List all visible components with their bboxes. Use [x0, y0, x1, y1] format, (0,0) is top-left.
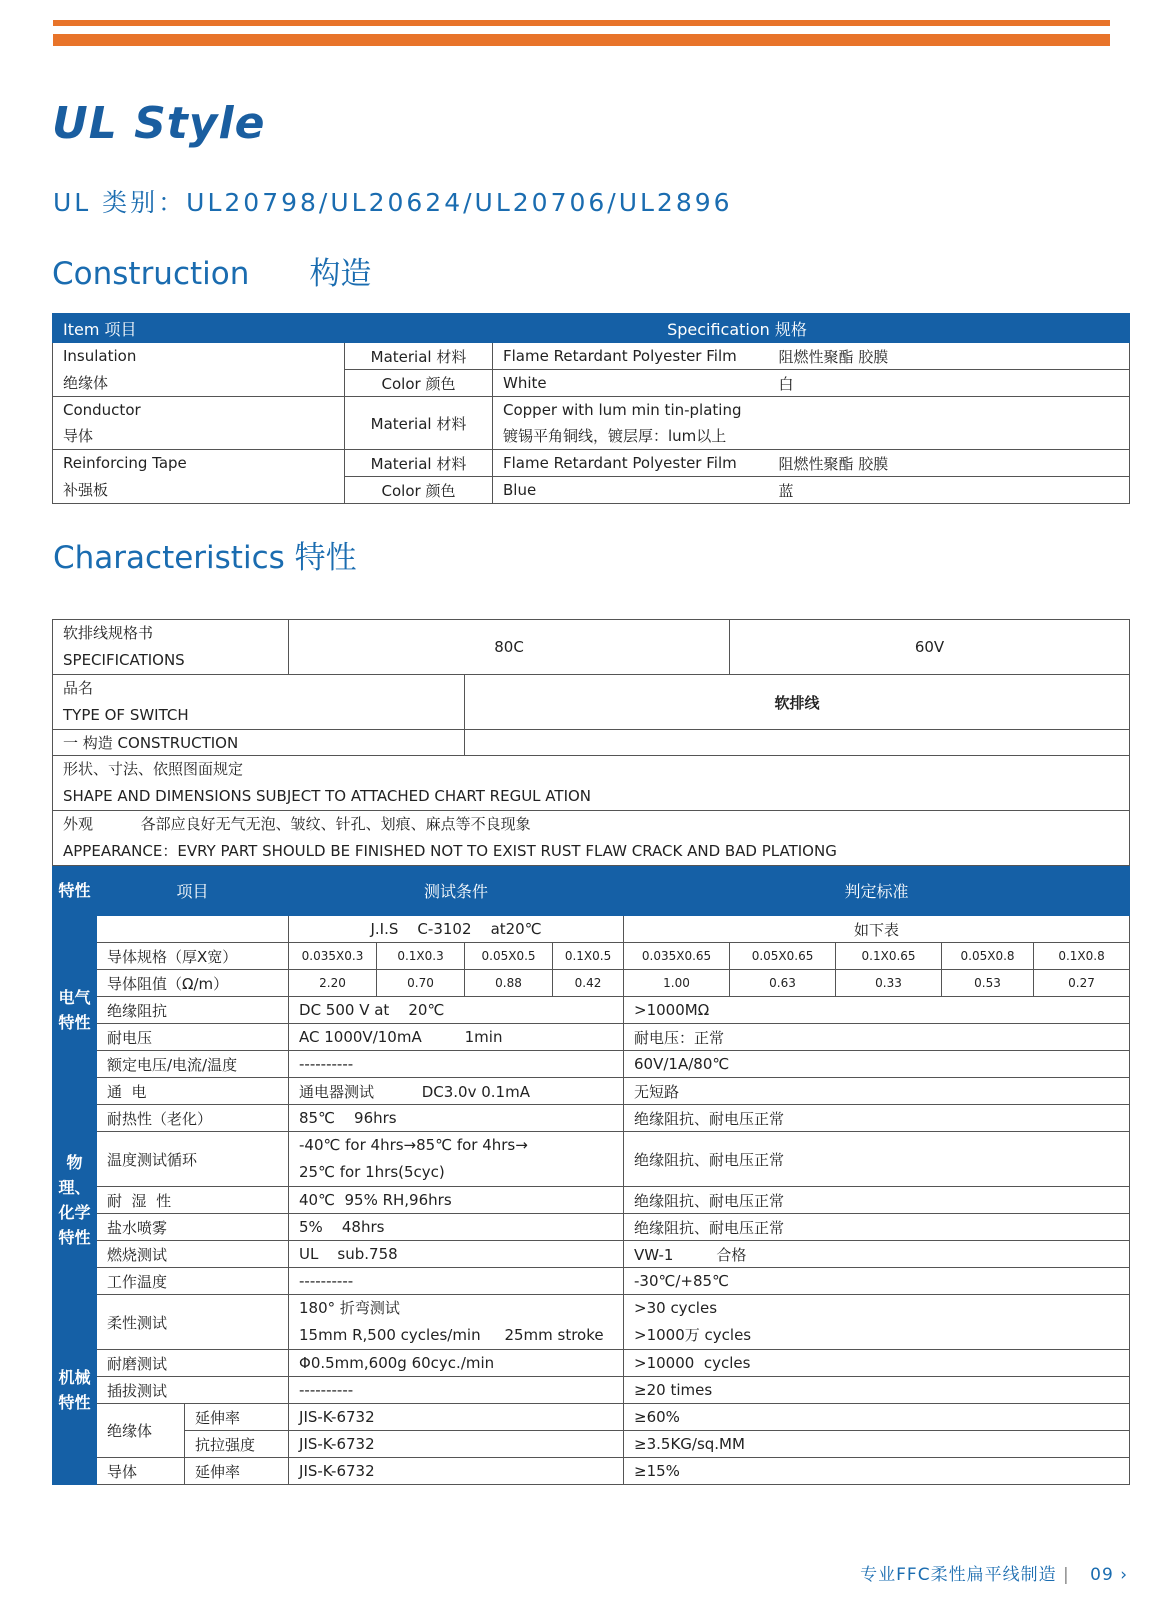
- test-condition: ----------: [289, 1377, 624, 1404]
- test-condition: [289, 1295, 624, 1350]
- test-condition-line1: -40℃ for 4hrs→85℃ for 4hrs→: [299, 1136, 528, 1154]
- type-value: 软排线: [465, 675, 1130, 730]
- resistance-label: 导体阻值（Ω/m）: [97, 970, 289, 997]
- test-item: 耐磨测试: [97, 1350, 289, 1377]
- elongation-label: 延伸率: [185, 1404, 289, 1431]
- test-condition: JIS-K-6732: [289, 1431, 624, 1458]
- header-criteria: 判定标准: [624, 866, 1130, 916]
- flex-cond-line1: 180° 折弯测试: [299, 1299, 400, 1317]
- resistance-value: 0.42: [553, 970, 624, 997]
- insulator-label: 绝缘体: [97, 1404, 185, 1458]
- resistance-value: 2.20: [289, 970, 377, 997]
- conductor-mech-label: 导体: [97, 1458, 185, 1485]
- test-criteria: [624, 1295, 1130, 1350]
- header-condition: 测试条件: [289, 866, 624, 916]
- construction-row-empty: [465, 730, 1130, 756]
- test-criteria: VW-1 合格: [624, 1241, 1130, 1268]
- resistance-value: 0.27: [1034, 970, 1130, 997]
- test-item: 通 电: [97, 1078, 289, 1105]
- construction-table: [52, 313, 1130, 504]
- test-item: 耐热性（老化）: [97, 1105, 289, 1132]
- page-title: UL Style: [52, 98, 266, 149]
- test-criteria: -30℃/+85℃: [624, 1268, 1130, 1295]
- ins-color-cn: 白: [769, 370, 1130, 397]
- rated-voltage: 60V: [730, 620, 1130, 675]
- ins-material-en: Flame Retardant Polyester Film: [493, 343, 769, 370]
- resistance-value: 1.00: [624, 970, 730, 997]
- flex-crit-line1: >30 cycles: [634, 1299, 718, 1317]
- cond-material-cn: 镀锡平角铜线，镀层厚：lum以上: [503, 427, 727, 445]
- type-label: [53, 675, 465, 730]
- tape-label-cn: 补强板: [53, 477, 345, 504]
- test-criteria: 耐电压：正常: [624, 1024, 1130, 1051]
- test-criteria: 60V/1A/80℃: [624, 1051, 1130, 1078]
- test-item: 额定电压/电流/温度: [97, 1051, 289, 1078]
- page-number: 09: [1090, 1565, 1114, 1585]
- test-item: 燃烧测试: [97, 1241, 289, 1268]
- footer-text: 专业FFC柔性扁平线制造: [860, 1565, 1057, 1585]
- test-condition: ----------: [289, 1268, 624, 1295]
- tensile-label: 抗拉强度: [185, 1431, 289, 1458]
- test-item: 工作温度: [97, 1268, 289, 1295]
- elongation-label: 延伸率: [185, 1458, 289, 1485]
- cond-material: [493, 397, 1130, 450]
- test-condition: JIS-K-6732: [289, 1404, 624, 1431]
- insulation-label-cn: 绝缘体: [53, 370, 345, 397]
- test-item: 耐电压: [97, 1024, 289, 1051]
- resistance-value: 0.53: [942, 970, 1034, 997]
- construction-title-en: Construction: [52, 256, 250, 292]
- ul-category: UL 类别：UL20798/UL20624/UL20706/UL2896: [53, 188, 733, 217]
- test-condition: DC 500 V at 20℃: [289, 997, 624, 1024]
- test-criteria: ≥60%: [624, 1404, 1130, 1431]
- conductor-size: 0.05X0.8: [942, 943, 1034, 970]
- conductor-size: 0.1X0.65: [836, 943, 942, 970]
- test-criteria: 绝缘阻抗、耐电压正常: [624, 1132, 1130, 1187]
- group-mechanical: 机械特性: [53, 1295, 97, 1485]
- test-item: 耐 湿 性: [97, 1187, 289, 1214]
- appearance-row: [53, 811, 1130, 866]
- conductor-size: 0.1X0.3: [377, 943, 465, 970]
- test-condition: UL sub.758: [289, 1241, 624, 1268]
- tape-material-en: Flame Retardant Polyester Film: [493, 450, 769, 477]
- flex-cond-line2: 15mm R,500 cycles/min 25mm stroke: [299, 1326, 604, 1344]
- test-condition: JIS-K-6732: [289, 1458, 624, 1485]
- spec-en: SPECIFICATIONS: [63, 651, 185, 669]
- appearance-cn: 外观 各部应良好无气无泡、皱纹、针孔、划痕、麻点等不良现象: [63, 815, 531, 833]
- test-criteria: 绝缘阻抗、耐电压正常: [624, 1105, 1130, 1132]
- construction-row: 一 构造 CONSTRUCTION: [53, 730, 465, 756]
- ins-material-label: Material 材料: [345, 343, 493, 370]
- test-condition: Φ0.5mm,600g 60cyc./min: [289, 1350, 624, 1377]
- test-condition: ----------: [289, 1051, 624, 1078]
- construction-title: [52, 248, 371, 293]
- header-spec: Specification 规格: [345, 314, 1130, 343]
- top-rule-thin: [53, 20, 1110, 26]
- top-rule-thick: [53, 34, 1110, 46]
- group-electrical: 电气特性: [53, 916, 97, 1105]
- type-cn: 品名: [63, 679, 94, 697]
- test-criteria: >1000MΩ: [624, 997, 1130, 1024]
- cond-material-en: Copper with lum min tin-plating: [503, 401, 742, 419]
- spec-label: [53, 620, 289, 675]
- conductor-label: [53, 397, 345, 450]
- test-condition: 通电器测试 DC3.0v 0.1mA: [289, 1078, 624, 1105]
- chevron-right-icon: ›: [1120, 1565, 1128, 1585]
- flex-crit-line2: >1000万 cycles: [634, 1326, 752, 1344]
- test-item: 绝缘阻抗: [97, 997, 289, 1024]
- characteristics-table: [52, 619, 1130, 1485]
- insulation-label-en: Insulation: [53, 343, 345, 370]
- group-physical: 物理、化学特性: [53, 1105, 97, 1295]
- see-table: 如下表: [624, 916, 1130, 943]
- resistance-value: 0.70: [377, 970, 465, 997]
- jis-item-empty: [97, 916, 289, 943]
- conductor-size: 0.1X0.5: [553, 943, 624, 970]
- conductor-size: 0.035X0.3: [289, 943, 377, 970]
- test-condition: 40℃ 95% RH,96hrs: [289, 1187, 624, 1214]
- resistance-value: 0.63: [730, 970, 836, 997]
- resistance-value: 0.33: [836, 970, 942, 997]
- test-criteria: 绝缘阻抗、耐电压正常: [624, 1187, 1130, 1214]
- test-item: 盐水喷雾: [97, 1214, 289, 1241]
- tape-material-cn: 阻燃性聚酯 胶膜: [769, 450, 1130, 477]
- shape-row: [53, 756, 1130, 811]
- conductor-size: 0.035X0.65: [624, 943, 730, 970]
- conductor-label-cn: 导体: [63, 427, 94, 445]
- header-item: Item 项目: [53, 314, 345, 343]
- conductor-size-label: 导体规格（厚X宽）: [97, 943, 289, 970]
- test-item: 柔性测试: [97, 1295, 289, 1350]
- jis-condition: J.I.S C-3102 at20℃: [289, 916, 624, 943]
- test-item: 温度测试循环: [97, 1132, 289, 1187]
- shape-en: SHAPE AND DIMENSIONS SUBJECT TO ATTACHED CHART REGUL ATION: [63, 787, 592, 805]
- tape-color-cn: 蓝: [769, 477, 1130, 504]
- ins-color-en: White: [493, 370, 769, 397]
- test-criteria: 无短路: [624, 1078, 1130, 1105]
- test-criteria: ≥3.5KG/sq.MM: [624, 1431, 1130, 1458]
- test-condition: 5% 48hrs: [289, 1214, 624, 1241]
- tape-color-label: Color 颜色: [345, 477, 493, 504]
- test-criteria: ≥15%: [624, 1458, 1130, 1485]
- spec-cn: 软排线规格书: [63, 624, 154, 642]
- ins-material-cn: 阻燃性聚酯 胶膜: [769, 343, 1130, 370]
- type-en: TYPE OF SWITCH: [63, 706, 189, 724]
- resistance-value: 0.88: [465, 970, 553, 997]
- appearance-en: APPEARANCE：EVRY PART SHOULD BE FINISHED NOT TO EXIST RUST FLAW CRACK AND BAD PLATIONG: [63, 842, 837, 860]
- rated-temp: 80C: [289, 620, 730, 675]
- conductor-size: 0.1X0.8: [1034, 943, 1130, 970]
- construction-title-cn: 构造: [309, 256, 372, 292]
- test-condition-line2: 25℃ for 1hrs(5cyc): [299, 1163, 445, 1181]
- test-criteria: >10000 cycles: [624, 1350, 1130, 1377]
- conductor-label-en: Conductor: [63, 401, 141, 419]
- header-prop: 特性: [53, 866, 97, 916]
- test-condition: 85℃ 96hrs: [289, 1105, 624, 1132]
- footer: 专业FFC柔性扁平线制造 | 09 ›: [860, 1565, 1128, 1585]
- tape-label-en: Reinforcing Tape: [53, 450, 345, 477]
- shape-cn: 形状、寸法、依照图面规定: [63, 760, 244, 778]
- conductor-size: 0.05X0.65: [730, 943, 836, 970]
- tape-material-label: Material 材料: [345, 450, 493, 477]
- conductor-size: 0.05X0.5: [465, 943, 553, 970]
- characteristics-title: Characteristics 特性: [53, 540, 357, 576]
- test-condition: [289, 1132, 624, 1187]
- cond-material-label: Material 材料: [345, 397, 493, 450]
- test-criteria: ≥20 times: [624, 1377, 1130, 1404]
- ins-color-label: Color 颜色: [345, 370, 493, 397]
- test-item: 插拔测试: [97, 1377, 289, 1404]
- test-condition: AC 1000V/10mA 1min: [289, 1024, 624, 1051]
- tape-color-en: Blue: [493, 477, 769, 504]
- header-item: 项目: [97, 866, 289, 916]
- test-criteria: 绝缘阻抗、耐电压正常: [624, 1214, 1130, 1241]
